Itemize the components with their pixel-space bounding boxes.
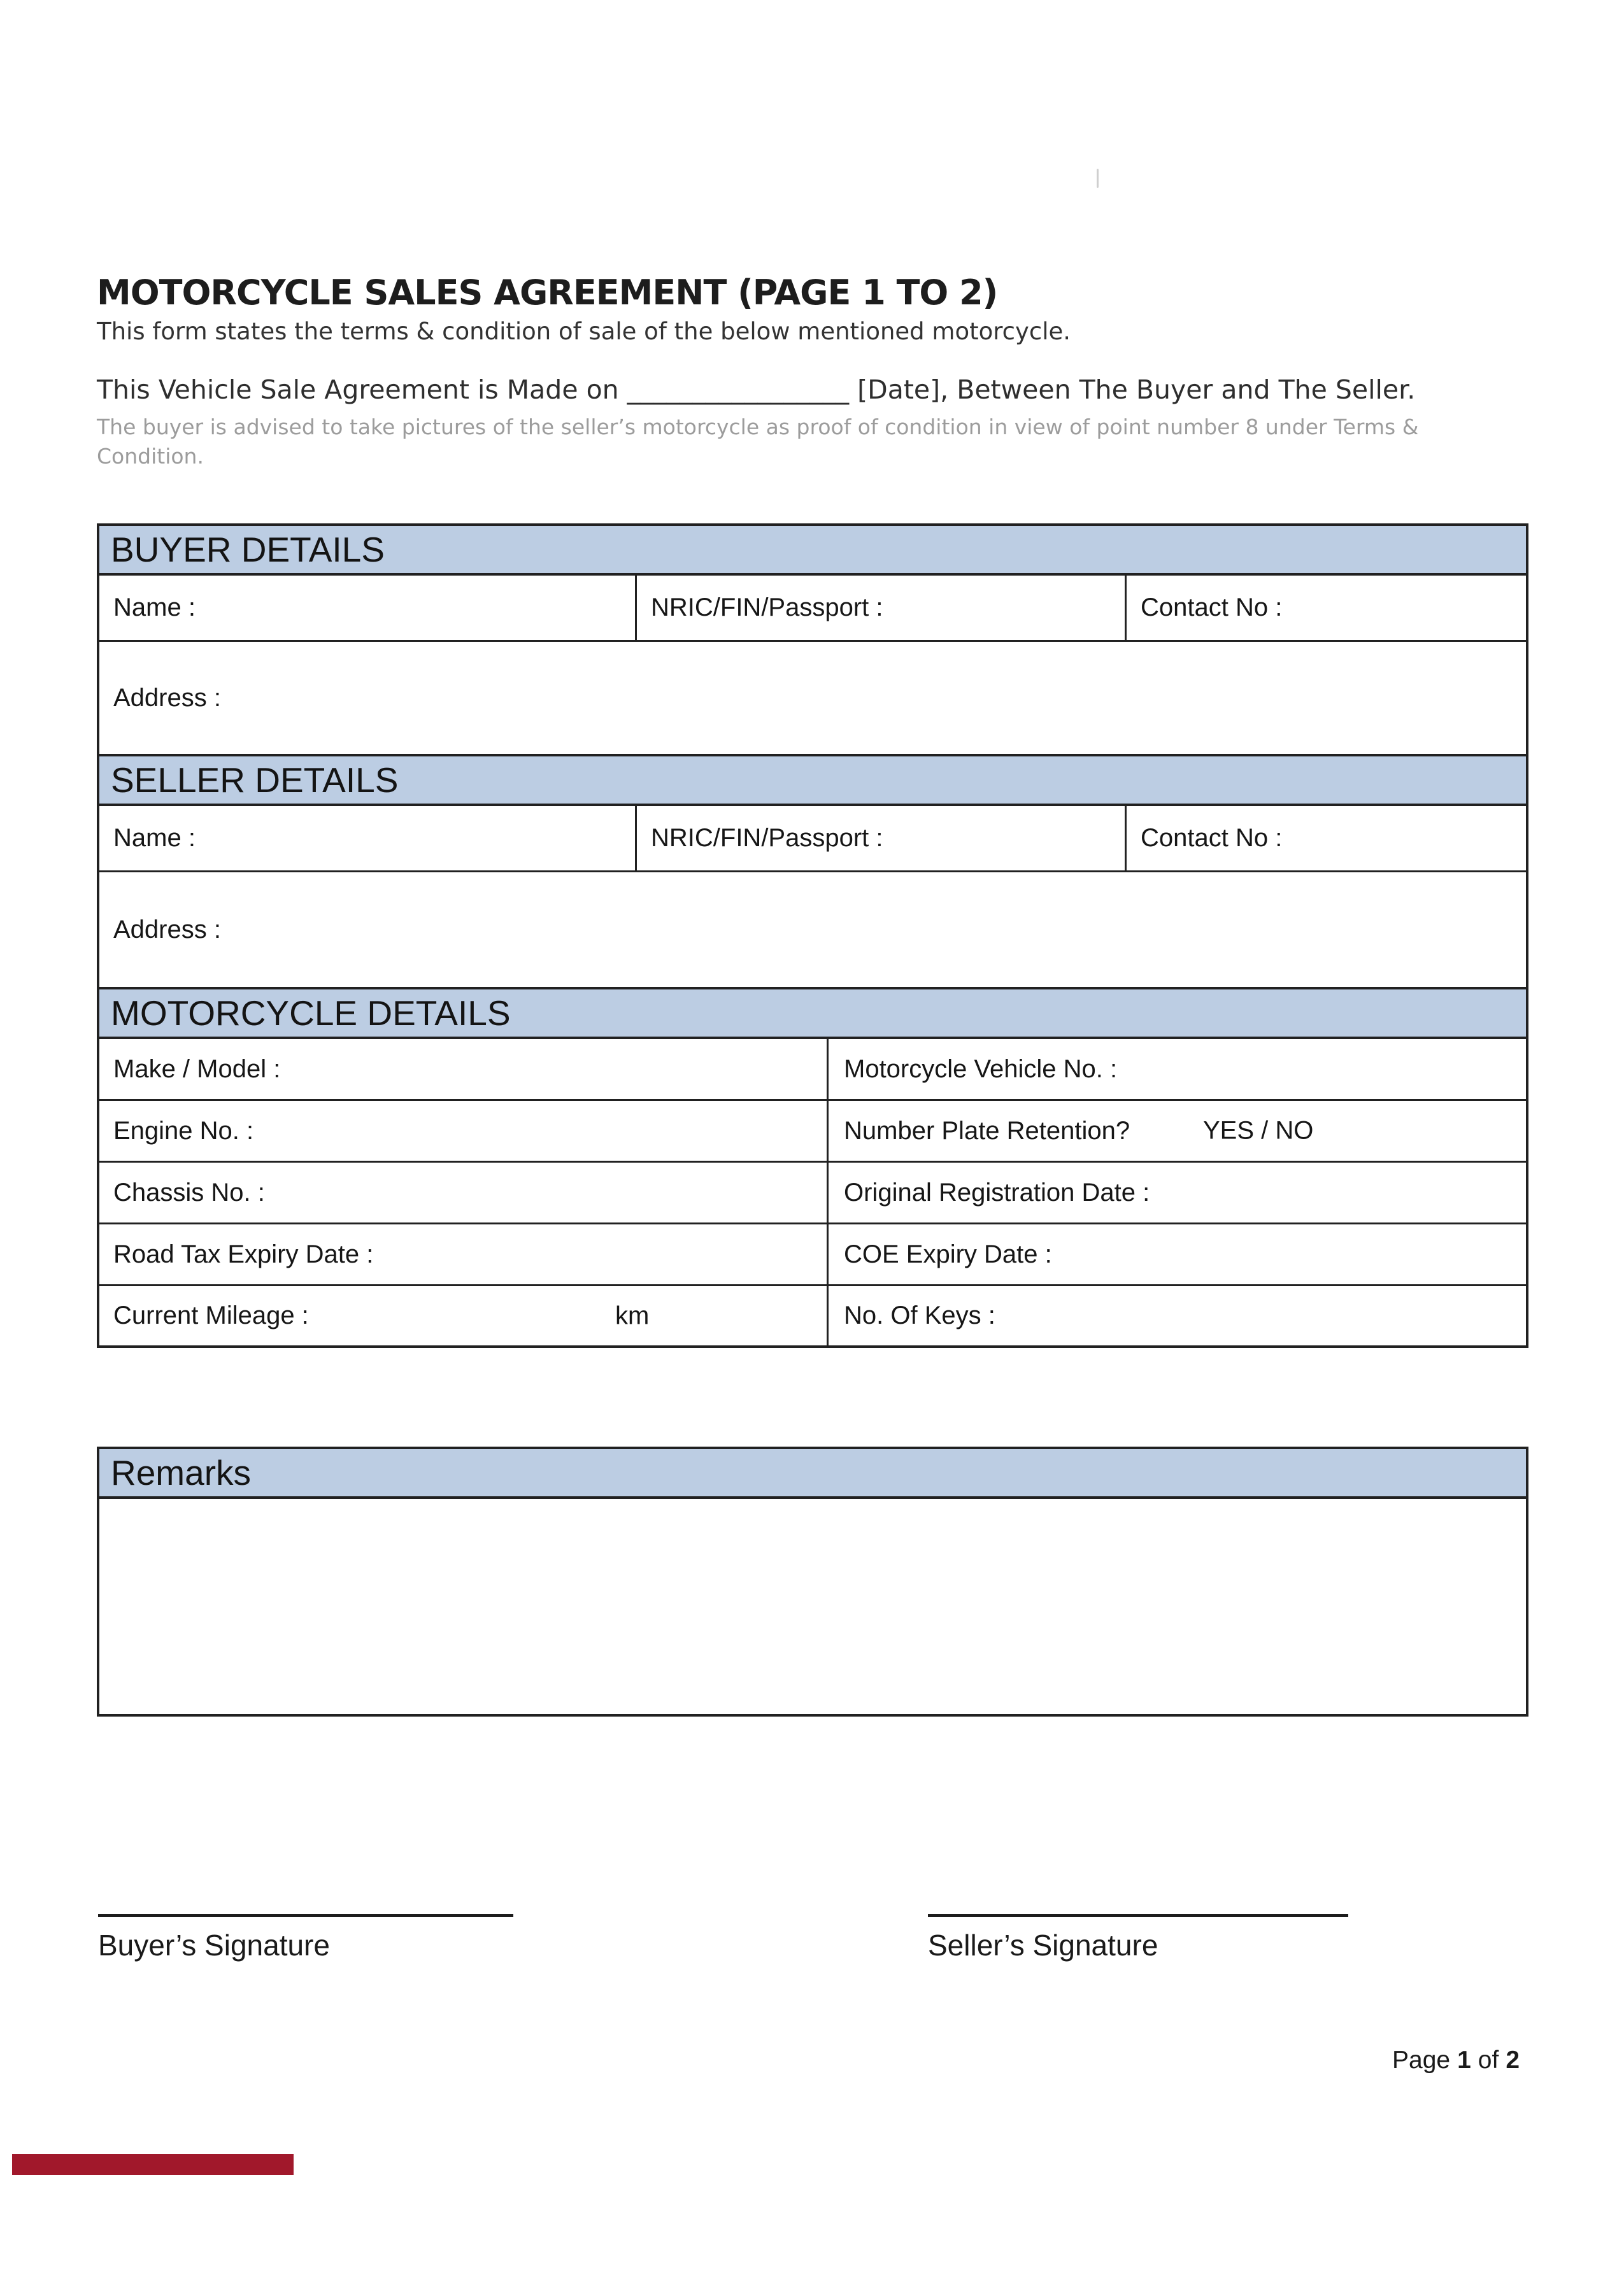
seller-signature-line[interactable] — [928, 1914, 1348, 1917]
mileage-cell[interactable] — [99, 1286, 829, 1345]
page-title: MOTORCYCLE SALES AGREEMENT (PAGE 1 TO 2) — [97, 273, 998, 313]
form-description: This form states the terms & condition of sale of the below mentioned motorcycle. — [97, 318, 1071, 345]
seller-section-title: SELLER DETAILS — [111, 760, 399, 800]
buyer-section-title: BUYER DETAILS — [111, 530, 385, 569]
remarks-section-header — [99, 1449, 1526, 1499]
vehicle-no-cell[interactable] — [829, 1039, 1526, 1099]
seller-id-cell[interactable] — [635, 806, 1125, 870]
buyer-advisory-note: The buyer is advised to take pictures of the seller’s motorcycle as proof of condition in view of point number 8 under Terms & Condition. — [97, 415, 1419, 469]
seller-id-label: NRIC/FIN/Passport : — [651, 824, 883, 852]
yes-no-option[interactable]: YES / NO — [1203, 1116, 1314, 1145]
buyer-contact-cell[interactable] — [1125, 576, 1526, 640]
buyer-contact-label: Contact No : — [1141, 593, 1283, 621]
keys-label: No. Of Keys : — [844, 1301, 995, 1329]
engine-no-label: Engine No. : — [113, 1116, 254, 1145]
vehicle-no-label: Motorcycle Vehicle No. : — [844, 1054, 1118, 1083]
buyer-address-label: Address : — [113, 683, 221, 712]
motorcycle-section-title: MOTORCYCLE DETAILS — [111, 993, 511, 1033]
remarks-section-title: Remarks — [111, 1453, 252, 1492]
mileage-label: Current Mileage : — [113, 1301, 309, 1329]
buyer-address-cell[interactable] — [99, 642, 1526, 756]
plate-retention-cell[interactable] — [829, 1101, 1526, 1161]
accent-bar — [12, 2154, 294, 2175]
page-number: 1 — [1457, 2046, 1471, 2074]
agreement-suffix: [Date], Between The Buyer and The Seller. — [857, 374, 1416, 405]
road-tax-cell[interactable] — [99, 1224, 829, 1284]
of-word: of — [1478, 2046, 1499, 2074]
seller-address-label: Address : — [113, 915, 221, 944]
engine-no-cell[interactable] — [99, 1101, 829, 1161]
km-unit-label: km — [615, 1301, 650, 1329]
buyer-id-cell[interactable] — [635, 576, 1125, 640]
make-model-label: Make / Model : — [113, 1054, 281, 1083]
make-model-cell[interactable] — [99, 1039, 829, 1099]
coe-expiry-label: COE Expiry Date : — [844, 1240, 1052, 1268]
remarks-box[interactable] — [99, 1499, 1526, 1714]
page-word: Page — [1392, 2046, 1451, 2074]
coe-expiry-cell[interactable] — [829, 1224, 1526, 1284]
motorcycle-section-header — [99, 989, 1526, 1039]
seller-section-header — [99, 756, 1526, 806]
seller-contact-cell[interactable] — [1125, 806, 1526, 870]
page-footer — [1392, 2046, 1520, 2074]
buyer-id-label: NRIC/FIN/Passport : — [651, 593, 883, 621]
stray-scan-mark — [1097, 169, 1099, 188]
seller-fields-row — [99, 806, 1526, 872]
details-tables — [97, 523, 1528, 1348]
seller-name-label: Name : — [113, 824, 196, 852]
registration-date-cell[interactable] — [829, 1163, 1526, 1222]
buyer-name-cell[interactable] — [99, 576, 635, 640]
buyer-section-header — [99, 526, 1526, 576]
keys-cell[interactable] — [829, 1286, 1526, 1345]
total-pages: 2 — [1506, 2046, 1520, 2074]
road-tax-label: Road Tax Expiry Date : — [113, 1240, 374, 1268]
motorcycle-row-engine — [99, 1101, 1526, 1163]
seller-signature-label: Seller’s Signature — [928, 1929, 1158, 1962]
motorcycle-row-chassis — [99, 1163, 1526, 1224]
remarks-table — [97, 1447, 1528, 1717]
seller-contact-label: Contact No : — [1141, 824, 1283, 852]
chassis-no-label: Chassis No. : — [113, 1178, 265, 1207]
agreement-prefix: This Vehicle Sale Agreement is Made on — [97, 374, 619, 405]
motorcycle-row-mileage — [99, 1286, 1526, 1345]
motorcycle-row-road-tax — [99, 1224, 1526, 1286]
motorcycle-row-make-model — [99, 1039, 1526, 1101]
registration-date-label: Original Registration Date : — [844, 1178, 1150, 1207]
buyer-name-label: Name : — [113, 593, 196, 621]
agreement-line — [97, 374, 1415, 405]
buyer-signature-label: Buyer’s Signature — [98, 1929, 330, 1962]
seller-address-cell[interactable] — [99, 872, 1526, 989]
agreement-date-blank[interactable]: _________________ — [627, 374, 850, 405]
chassis-no-cell[interactable] — [99, 1163, 829, 1222]
seller-name-cell[interactable] — [99, 806, 635, 870]
plate-retention-label: Number Plate Retention? — [844, 1116, 1130, 1145]
buyer-signature-line[interactable] — [98, 1914, 513, 1917]
buyer-fields-row — [99, 576, 1526, 642]
